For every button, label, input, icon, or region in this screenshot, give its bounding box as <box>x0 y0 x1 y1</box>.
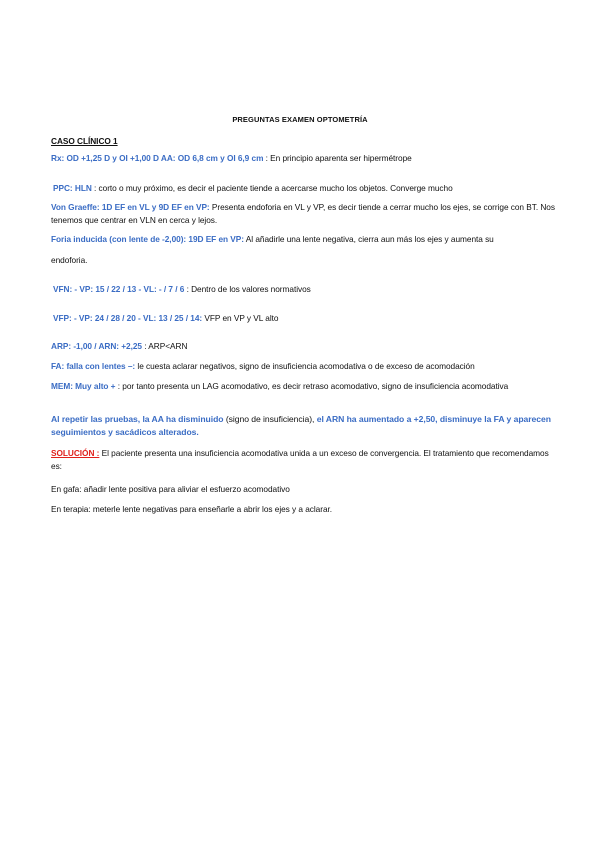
case-heading: CASO CLÍNICO 1 <box>51 136 118 146</box>
ppc-line <box>53 182 558 195</box>
ppc-text: : corto o muy próximo, es decir el paciente tiende a acercarse mucho los objetos. Converge mucho <box>91 183 453 193</box>
document-title: PREGUNTAS EXAMEN OPTOMETRÍA <box>232 115 368 124</box>
solution-text: El paciente presenta una insuficiencia acomodativa unida a un exceso de convergencia. El tratamiento que recomendamos es: <box>51 448 549 471</box>
solution-label: SOLUCIÓN : <box>51 448 100 458</box>
terapia-text: En terapia: meterle lente negativas para enseñarle a abrir los ejes y a aclarar. <box>51 504 333 514</box>
rx-label: Rx: OD +1,25 D y OI +1,00 D AA: OD 6,8 cm y OI 6,9 cm <box>51 153 264 163</box>
terapia-line <box>51 503 556 516</box>
foria-continuation: endoforia. <box>51 255 88 265</box>
ppc-label: PPC: HLN <box>53 183 92 193</box>
rx-text: : En principio aparenta ser hipermétrope <box>263 153 412 163</box>
mem-line <box>51 380 556 393</box>
vfn-line <box>53 283 558 296</box>
repeat-part3: el ARN ha aumentado a +2,50, disminuye la FA y aparecen seguimientos y sacádicos alterados. <box>51 414 551 437</box>
von-graeffe-line <box>51 201 556 227</box>
vfp-text: VFP en VP y VL alto <box>202 313 279 323</box>
fa-text: le cuesta aclarar negativos, signo de insuficiencia acomodativa o de exceso de acomodación <box>135 361 475 371</box>
vfn-text: : Dentro de los valores normativos <box>184 284 311 294</box>
mem-label: MEM: Muy alto + <box>51 381 116 391</box>
foria-label: Foria inducida (con lente de -2,00): 19D EF en VP: <box>51 234 244 244</box>
foria-text: Al añadirle una lente negativa, cierra aun más los ejes y aumenta su <box>243 234 494 244</box>
vfn-label: VFN: - VP: 15 / 22 / 13 - VL: - / 7 / 6 <box>53 284 185 294</box>
repeat-part2: (signo de insuficiencia), <box>223 414 315 424</box>
repeat-part1: Al repetir las pruebas, la AA ha disminuido <box>51 414 224 424</box>
arp-line <box>51 340 556 353</box>
mem-text: : por tanto presenta un LAG acomodativo, es decir retraso acomodativo, signo de insuficiencia acomodativa <box>115 381 509 391</box>
foria-continuation-line <box>51 254 556 267</box>
fa-label: FA: falla con lentes –: <box>51 361 136 371</box>
von-graeffe-label: Von Graeffe: 1D EF en VL y 9D EF en VP: <box>51 202 210 212</box>
gafa-text: En gafa: añadir lente positiva para aliviar el esfuerzo acomodativo <box>51 484 290 494</box>
rx-line <box>51 152 556 165</box>
case-heading-line <box>51 135 556 148</box>
repeat-line <box>51 413 556 439</box>
gafa-line <box>51 483 556 496</box>
foria-line <box>51 233 556 246</box>
fa-line <box>51 360 556 373</box>
arp-text: : ARP<ARN <box>142 341 188 351</box>
solution-line <box>51 447 556 473</box>
arp-label: ARP: -1,00 / ARN: +2,25 <box>51 341 142 351</box>
von-graeffe-text: Presenta endoforia en VL y VP, es decir tiende a cerrar mucho los ejes, se corrige con BT. Nos tenemos que centrar en VLN en cerca y lejos. <box>51 202 555 225</box>
vfp-label: VFP: - VP: 24 / 28 / 20 - VL: 13 / 25 / 14: <box>53 313 203 323</box>
vfp-line <box>53 312 558 325</box>
